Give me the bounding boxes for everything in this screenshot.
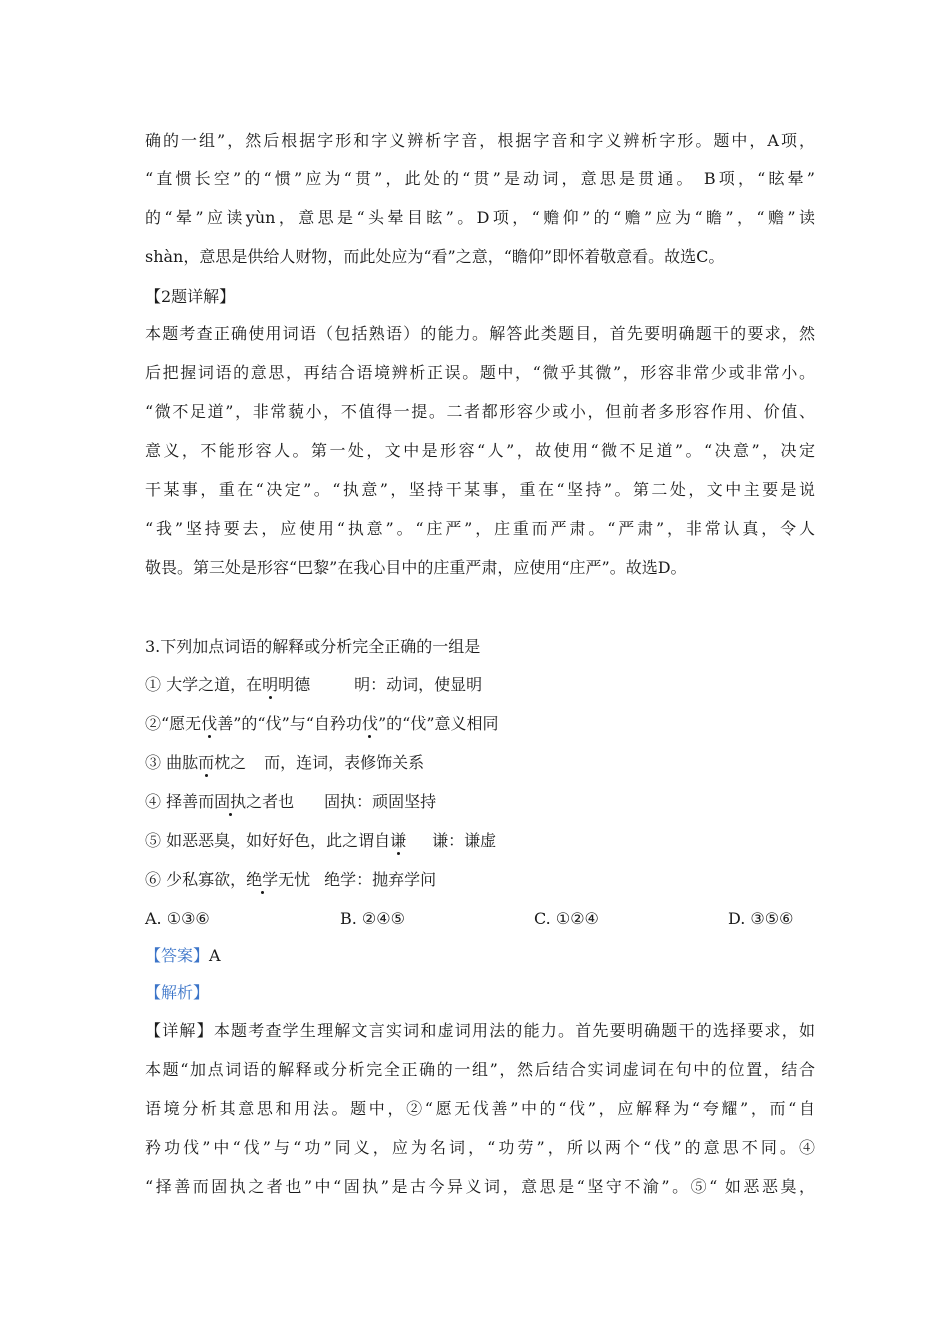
question-item-4 [145, 792, 815, 812]
text-line: “我”坚持要去，应使用“执意”。“庄严”，庄重而严肃。“严肃”，非常认真，令人 [145, 519, 815, 538]
item-text: ① 大学之道，在 [145, 675, 263, 694]
text-line: 语境分析其意思和用法。题中，②“愿无伐善”中的“伐”，应解释为“夸耀”，而“自 [145, 1099, 815, 1118]
option-d: D. ③⑤⑥ [728, 909, 794, 928]
item-note: 固执：顽固坚持 [324, 792, 437, 811]
question-item-3 [145, 753, 815, 773]
text-line: “直惯长空”的“惯”应为“贯”，此处的“贯”是动词，意思是贯通。 B项，“眩晕” [145, 169, 815, 188]
dotted-word: 固执 [214, 792, 247, 811]
text-line: 本题考查正确使用词语（包括熟语）的能力。解答此类题目，首先要明确题干的要求，然 [145, 324, 815, 343]
item-note: 绝学：抛弃学问 [324, 870, 437, 889]
item-text: ④ 择善而 [145, 792, 215, 811]
detail-label: 【详解】 [145, 1021, 214, 1040]
question-item-6 [145, 870, 815, 890]
dotted-word: 而 [198, 753, 215, 772]
dotted-word: 谦 [390, 831, 407, 850]
dotted-word: 明 [262, 675, 279, 694]
section-heading: 【2题详解】 [145, 287, 236, 306]
item-text: 善”的“伐”与“自矜功 [217, 714, 362, 733]
dotted-word: 绝学 [246, 870, 279, 889]
question-stem: 3.下列加点词语的解释或分析完全正确的一组是 [145, 637, 481, 656]
item-text: 无忧 [278, 870, 311, 889]
detail-line [145, 1021, 815, 1041]
option-a: A. ①③⑥ [145, 909, 210, 928]
detail-text: 本题考查学生理解文言实词和虚词用法的能力。首先要明确题干的选择要求，如 [213, 1021, 815, 1040]
text-line: 矜功伐”中“伐”与“功”同义，应为名词，“功劳”，所以两个“伐”的意思不同。④ [145, 1138, 815, 1157]
dotted-word: 伐 [201, 714, 218, 733]
answer-value: A [209, 946, 221, 965]
question-item-2 [145, 714, 815, 734]
answer-label: 【答案】 [145, 946, 210, 965]
text-line: shàn，意思是供给人财物，而此处应为“看”之意，“瞻仰”即怀着敬意看。故选C。 [145, 247, 725, 266]
item-note: 而，连词，表修饰关系 [264, 753, 425, 772]
item-note: 谦：谦虚 [432, 831, 497, 850]
item-note: 明：动词，使显明 [354, 675, 483, 694]
text-line: 干某事，重在“决定”。“执意”，坚持干某事，重在“坚持”。第二处，文中主要是说 [145, 480, 815, 499]
text-line: 确的一组”，然后根据字形和字义辨析字音，根据字音和字义辨析字形。题中，A项， [145, 131, 815, 150]
item-text: ③ 曲肱 [145, 753, 199, 772]
text-line: 敬畏。第三处是形容“巴黎”在我心目中的庄重严肃，应使用“庄严”。故选D。 [145, 558, 687, 577]
text-line: 意义，不能形容人。第一处，文中是形容“人”，故使用“微不足道”。“决意”，决定 [145, 441, 815, 460]
question-item-1 [145, 675, 815, 695]
item-text: ”的“伐”意义相同 [377, 714, 499, 733]
option-b: B. ②④⑤ [340, 909, 405, 928]
text-line: “择善而固执之者也”中“固执”是古今异义词，意思是“坚守不渝”。⑤“ 如恶恶臭， [145, 1177, 815, 1196]
text-line: 后把握词语的意思，再结合语境辨析正误。题中，“微乎其微”，形容非常少或非常小。 [145, 363, 815, 382]
answer-line [145, 946, 815, 966]
dotted-word: 伐 [361, 714, 378, 733]
text-line: 本题“加点词语的解释或分析完全正确的一组”，然后结合实词虚词在句中的位置，结合 [145, 1060, 815, 1079]
item-text: 之者也 [246, 792, 295, 811]
question-item-5 [145, 831, 815, 851]
text-line: 的“晕”应读yùn，意思是“头晕目眩”。D项，“赡仰”的“赡”应为“瞻”，“赡”读 [145, 208, 815, 227]
item-text: ⑥ 少私寡欲， [145, 870, 247, 889]
item-text: ②“愿无 [145, 714, 202, 733]
item-text: 明德 [278, 675, 311, 694]
item-text: 枕之 [214, 753, 247, 772]
option-c: C. ①②④ [534, 909, 599, 928]
item-text: ⑤ 如恶恶臭，如好好色，此之谓自 [145, 831, 391, 850]
text-line: “微不足道”，非常藐小，不值得一提。二者都形容少或小，但前者多形容作用、价值、 [145, 402, 815, 421]
analysis-label: 【解析】 [145, 983, 210, 1002]
